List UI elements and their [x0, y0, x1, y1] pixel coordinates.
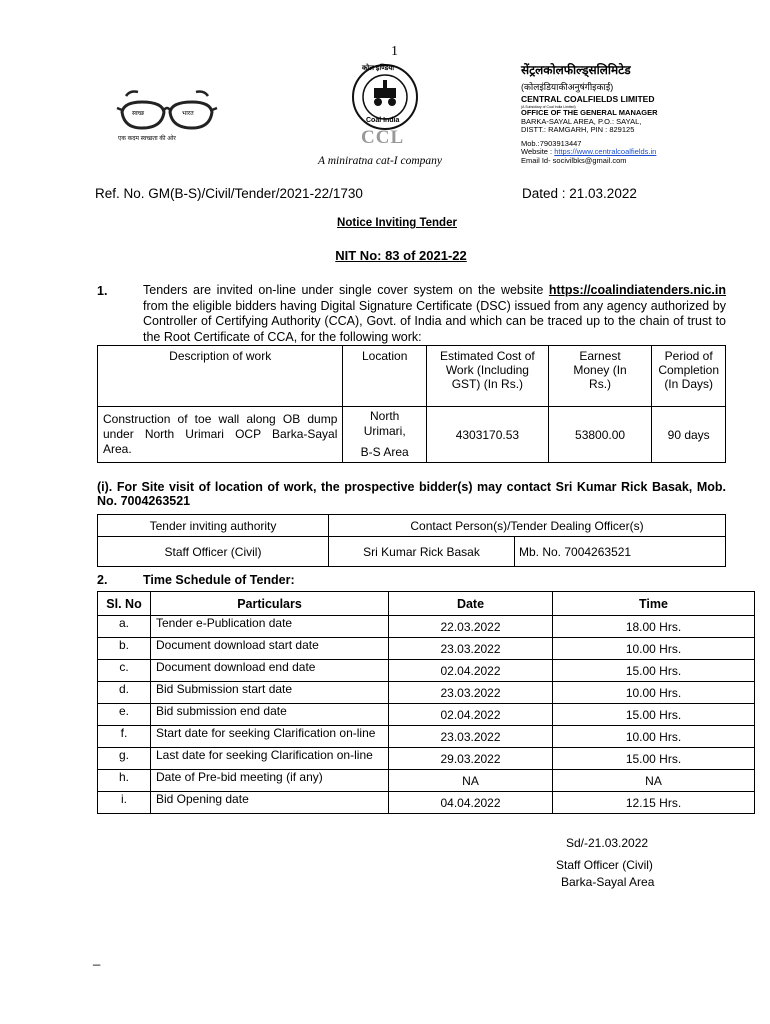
schedule-sl: i. [98, 792, 151, 814]
footer-mark: _ [93, 951, 101, 966]
tagline: A miniratna cat-I company [318, 155, 443, 167]
page-number: 1 [391, 44, 398, 59]
website-link[interactable]: https://www.centralcoalfields.in [554, 147, 657, 157]
schedule-particular: Bid Submission start date [151, 682, 389, 704]
org-mob: Mob.:7903913447 [521, 138, 582, 148]
schedule-date: 29.03.2022 [389, 748, 553, 770]
section1-text-before: Tenders are invited on-line under single cover system on the website [143, 283, 549, 297]
schedule-particular: Tender e-Publication date [151, 616, 389, 638]
website-label: Website : [521, 147, 555, 157]
header-period: Period of Completion (In Days) [652, 346, 726, 407]
schedule-particular: Last date for seeking Clarification on-line [151, 748, 389, 770]
work-emd: 53800.00 [548, 407, 652, 463]
coal-india-hindi: कोल इण्डिया [362, 65, 395, 72]
schedule-row [98, 638, 755, 660]
notice-title: Notice Inviting Tender [337, 217, 457, 229]
location-line-2: B-S Area [360, 445, 409, 459]
schedule-row [98, 682, 755, 704]
ccl-wordmark: CCL [361, 127, 405, 148]
schedule-sl: a. [98, 616, 151, 638]
swachh-caption: एक कदम स्वच्छता की ओर [118, 136, 176, 142]
schedule-time: NA [553, 770, 755, 792]
nit-number: NIT No: 83 of 2021-22 [335, 248, 467, 263]
work-table [97, 345, 726, 463]
schedule-date: 02.04.2022 [389, 660, 553, 682]
bharat-word: भारत [182, 111, 194, 117]
org-hindi-name: सेंट्रलकोलफील्ड्सलिमिटेड [521, 63, 631, 77]
schedule-date: 23.03.2022 [389, 726, 553, 748]
header-cost: Estimated Cost of Work (Including GST) (In Rs.) [426, 346, 548, 407]
schedule-sl: d. [98, 682, 151, 704]
schedule-time: 12.15 Hrs. [553, 792, 755, 814]
site-visit-note: (i). For Site visit of location of work, the prospective bidder(s) may contact Sri Kumar Rick Basak, Mob. No. 7004263521 [97, 480, 726, 508]
contact-row [98, 537, 726, 567]
contact-table [97, 514, 726, 567]
coal-india-text: Coal India [366, 117, 400, 124]
schedule-sl: g. [98, 748, 151, 770]
work-period: 90 days [652, 407, 726, 463]
header-emd: Earnest Money (In Rs.) [548, 346, 652, 407]
schedule-date: 02.04.2022 [389, 704, 553, 726]
schedule-row [98, 704, 755, 726]
schedule-date: 23.03.2022 [389, 638, 553, 660]
org-distt: DISTT.: RAMGARH, PIN : 829125 [521, 125, 635, 135]
schedule-time: 10.00 Hrs. [553, 682, 755, 704]
schedule-particular: Bid submission end date [151, 704, 389, 726]
schedule-table [97, 591, 755, 814]
work-description: Construction of toe wall along OB dump under North Urimari OCP Barka-Sayal Area. [98, 407, 343, 463]
signature-title: Staff Officer (Civil) [556, 858, 653, 872]
section2-number: 2. [97, 573, 108, 587]
work-table-row [98, 407, 726, 463]
schedule-header-date: Date [389, 592, 553, 616]
section1-text-after: from the eligible bidders having Digital Signature Certificate (DSC) issued from any agency authorized by Controller of Certifying Authority (CCA), Govt. of India and which can be traced up to the chain of trust to the Root Certificate of CCA, for the following work: [143, 298, 726, 344]
section1-number: 1. [97, 284, 108, 298]
contact-mobile: Mb. No. 7004263521 [515, 537, 726, 567]
schedule-time: 15.00 Hrs. [553, 748, 755, 770]
contact-header-row [98, 515, 726, 537]
tenders-website-link[interactable]: https://coalindiatenders.nic.in [548, 283, 726, 297]
schedule-date: 04.04.2022 [389, 792, 553, 814]
schedule-header-time: Time [553, 592, 755, 616]
schedule-row [98, 660, 755, 682]
glasses-icon [112, 90, 222, 136]
location-line-1: North Urimari, [363, 409, 406, 438]
schedule-time: 10.00 Hrs. [553, 638, 755, 660]
schedule-date: 22.03.2022 [389, 616, 553, 638]
schedule-row [98, 748, 755, 770]
work-cost: 4303170.53 [426, 407, 548, 463]
schedule-row [98, 616, 755, 638]
schedule-date: 23.03.2022 [389, 682, 553, 704]
org-subsidiary: (A Subsidiary of Coal India Limited) [521, 104, 576, 109]
contact-header-person: Contact Person(s)/Tender Dealing Officer(s) [329, 515, 726, 537]
schedule-particular: Bid Opening date [151, 792, 389, 814]
schedule-row [98, 770, 755, 792]
swachh-bharat-logo [112, 90, 222, 146]
schedule-sl: b. [98, 638, 151, 660]
org-email: Email Id- socivilbks@gmail.com [521, 156, 627, 166]
contact-header-authority: Tender inviting authority [98, 515, 329, 537]
schedule-time: 15.00 Hrs. [553, 704, 755, 726]
header-description: Description of work [98, 346, 343, 407]
contact-authority: Staff Officer (Civil) [98, 537, 329, 567]
schedule-header-row [98, 592, 755, 616]
swachh-word: स्वच्छ [132, 111, 145, 117]
org-header [521, 64, 761, 166]
signature-area: Barka-Sayal Area [561, 875, 655, 889]
schedule-time: 10.00 Hrs. [553, 726, 755, 748]
schedule-sl: h. [98, 770, 151, 792]
schedule-row [98, 726, 755, 748]
schedule-particular: Document download end date [151, 660, 389, 682]
section1-paragraph [143, 283, 726, 345]
dated: Dated : 21.03.2022 [522, 186, 637, 201]
ref-number: Ref. No. GM(B-S)/Civil/Tender/2021-22/1730 [95, 186, 363, 201]
schedule-date: NA [389, 770, 553, 792]
section2-title: Time Schedule of Tender: [143, 573, 295, 587]
header-location: Location [343, 346, 427, 407]
org-area: BARKA-SAYAL AREA, P.O.: SAYAL, [521, 116, 642, 126]
contact-person: Sri Kumar Rick Basak [329, 537, 515, 567]
schedule-particular: Start date for seeking Clarification on-line [151, 726, 389, 748]
schedule-time: 18.00 Hrs. [553, 616, 755, 638]
org-name: CENTRAL COALFIELDS LIMITED [521, 94, 655, 105]
work-table-header [98, 346, 726, 407]
signature-sd: Sd/-21.03.2022 [566, 836, 649, 850]
org-office: OFFICE OF THE GENERAL MANAGER [521, 107, 658, 117]
schedule-row [98, 792, 755, 814]
schedule-particular: Date of Pre-bid meeting (if any) [151, 770, 389, 792]
schedule-sl: e. [98, 704, 151, 726]
schedule-sl: c. [98, 660, 151, 682]
schedule-header-slno: Sl. No [98, 592, 151, 616]
coal-india-logo [350, 62, 420, 132]
schedule-sl: f. [98, 726, 151, 748]
work-location [343, 407, 427, 463]
schedule-header-particulars: Particulars [151, 592, 389, 616]
schedule-particular: Document download start date [151, 638, 389, 660]
org-hindi-sub: (कोलइंडियाकीअनुषंगीइकाई) [521, 81, 614, 92]
schedule-time: 15.00 Hrs. [553, 660, 755, 682]
